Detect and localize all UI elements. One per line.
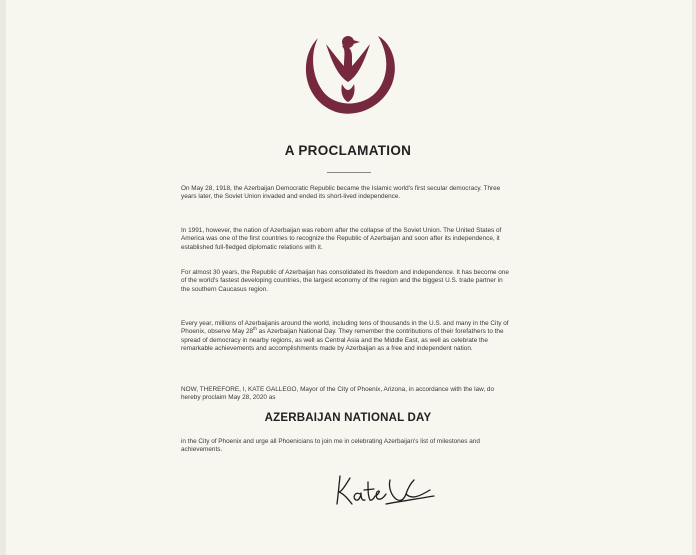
paragraph-4 <box>181 320 509 354</box>
paragraph-3: For almost 30 years, the Republic of Azerbaijan has consolidated its freedom and independence. It has become one of the world's fastest developing countries, the largest economy of the region and the biggest U.S. trade partner in the southern Caucasus region. <box>181 269 509 293</box>
paragraph-6: in the City of Phoenix and urge all Phoenicians to join me in celebrating Azerbaijan's list of milestones and achievements. <box>181 438 480 454</box>
title-divider <box>327 172 371 173</box>
paragraph-5: NOW, THEREFORE, I, KATE GALLEGO, Mayor of the City of Phoenix, Arizona, in accordance with the law, do hereby proclaim May 28, 2020 as <box>181 386 495 402</box>
proclaimed-day-heading: AZERBAIJAN NATIONAL DAY <box>264 412 432 424</box>
signature-icon <box>330 466 442 512</box>
paragraph-1: On May 28, 1918, the Azerbaijan Democratic Republic became the Islamic world's first secular democracy. Three years later, the Soviet Union invaded and ended its short-lived independence. <box>181 185 501 201</box>
proclamation-title: A PROCLAMATION <box>284 143 412 158</box>
phoenix-seal-icon <box>296 22 400 118</box>
paragraph-4-part-2: as Azerbaijan National Day. They remember the contributions of their forefathers to the spread of democracy in nearby regions, as well as Central Asia and the Middle East, as well as celebrate the remarkable achievements and accomplishments made by Azerbaijan as a free and independent nation. <box>181 328 504 353</box>
paragraph-4-part-1: Every year, millions of Azerbaijanis around the world, including tens of thousands in the U.S. and many in the City of Phoenix, observe May 28 <box>181 320 509 336</box>
ordinal-suffix: th <box>253 326 257 332</box>
paragraph-2: In 1991, however, the nation of Azerbaijan was reborn after the collapse of the Soviet Union. The United States of America was one of the first countries to recognize the Republic of Azerbaijan and soon after its independence, it established full-fledged diplomatic relations with it. <box>181 227 502 251</box>
